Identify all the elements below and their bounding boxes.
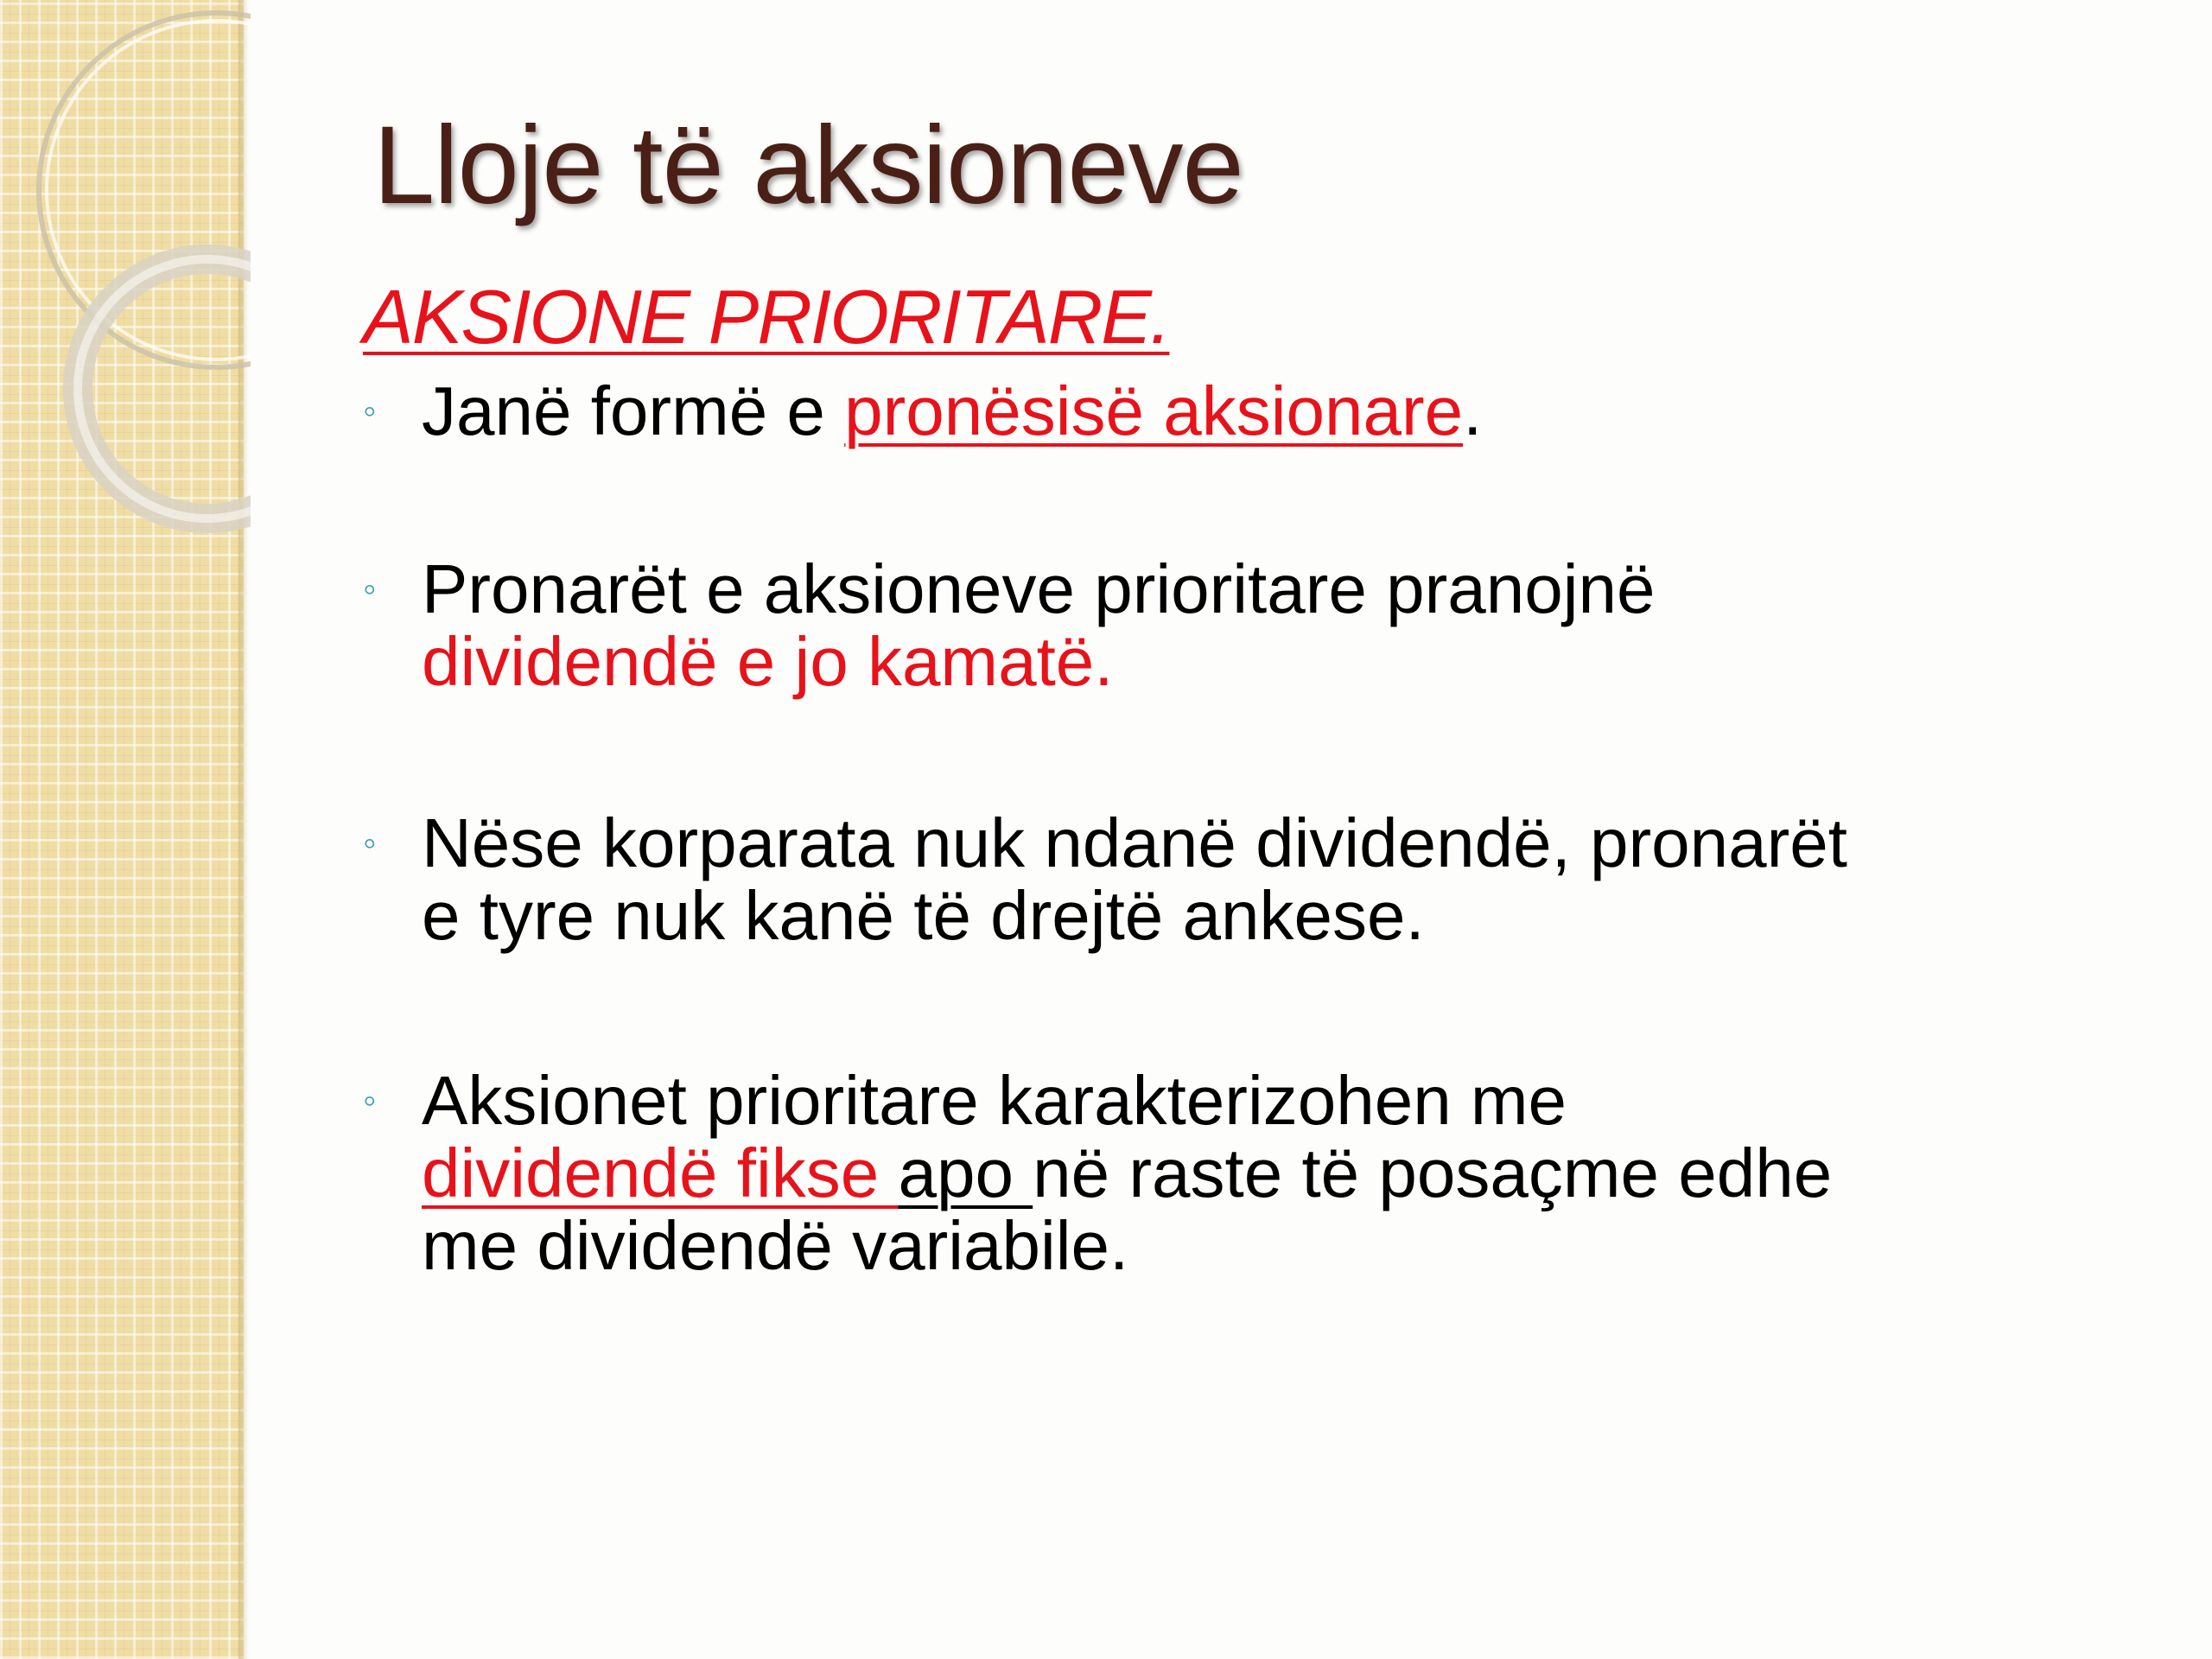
bullet-underlined-text: apo xyxy=(898,1135,1033,1211)
bullet-text: me dividendë variabile. xyxy=(422,1207,1129,1284)
section-heading: AKSIONE PRIORITARE. xyxy=(363,274,1170,359)
decorative-rings xyxy=(0,0,251,536)
bullet-highlight: pronësisë aksionare xyxy=(844,372,1464,449)
bullet-text: e tyre nuk kanë të drejtë ankese. xyxy=(422,877,1425,954)
bullet-text: në raste të posaçme edhe xyxy=(1033,1135,1833,1211)
bullet-line xyxy=(422,877,1425,954)
bullet-highlight: dividendë e jo kamatë. xyxy=(422,623,1114,700)
bullet-highlight: dividendë fikse xyxy=(422,1135,899,1211)
bullet-line xyxy=(422,372,1483,449)
bullet-text: Pronarët e aksioneve prioritare pranojnë xyxy=(422,550,1656,627)
slide-title: Lloje të aksioneve xyxy=(373,104,1243,227)
bullet-line xyxy=(422,1137,1832,1210)
bullet-marker-icon: ◦ xyxy=(363,390,377,432)
bullet-marker-icon: ◦ xyxy=(363,1079,377,1122)
bullet-line xyxy=(422,804,1847,881)
bullet-line xyxy=(422,1062,1567,1139)
bullet-text: Janë formë e xyxy=(422,372,845,449)
bullet-line xyxy=(422,623,1114,700)
bullet-line xyxy=(422,550,1656,627)
bullet-text: Aksionet prioritare karakterizohen me xyxy=(422,1062,1567,1139)
bullet-text: Nëse korparata nuk ndanë dividendë, pronarët xyxy=(422,804,1847,881)
bullet-text: . xyxy=(1463,372,1483,449)
bullet-marker-icon: ◦ xyxy=(363,568,377,610)
bullet-marker-icon: ◦ xyxy=(363,822,377,864)
bullet-line xyxy=(422,1207,1129,1284)
